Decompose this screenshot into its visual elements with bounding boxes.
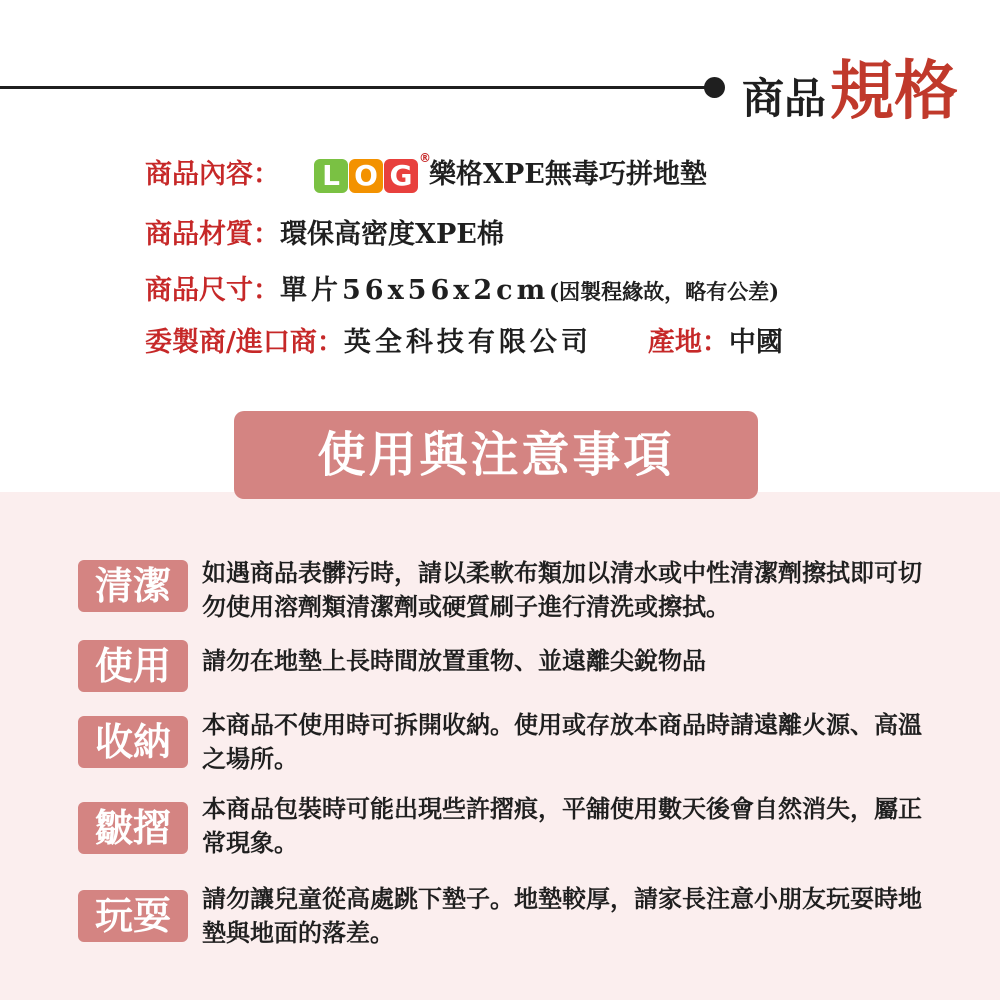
section-title-part1: 商品: [742, 74, 827, 123]
usage-text: 請勿在地墊上長時間放置重物、並遠離尖銳物品: [202, 646, 706, 675]
usage-text: 本商品包裝時可能出現些許摺痕，平舖使用數天後會自然消失，屬正常現象。: [202, 794, 922, 857]
usage-tag: 收納: [78, 716, 188, 768]
usage-tag: 玩耍: [78, 890, 188, 942]
spec-row-size: [145, 268, 779, 307]
spec-value: 樂格XPE無毒巧拼地墊: [429, 159, 707, 190]
usage-tag: 皺摺: [78, 802, 188, 854]
usage-text: 如遇商品表髒污時，請以柔軟布類加以清水或中性清潔劑擦拭即可切勿使用溶劑類清潔劑或硬質刷子進行清洗或擦拭。: [202, 558, 922, 621]
spec-row-material: [145, 212, 504, 251]
origin-value: 中國: [728, 327, 783, 358]
section-title: [742, 40, 958, 132]
usage-text: 本商品不使用時可拆開收納。使用或存放本商品時請遠離火源、高溫之場所。: [202, 710, 922, 773]
logo-letter-o: O: [349, 159, 383, 193]
spec-value: 英全科技有限公司: [343, 327, 592, 358]
spec-row-maker: [145, 320, 783, 359]
spec-value: 環保高密度XPE棉: [280, 219, 504, 250]
spec-row-content: [145, 152, 707, 193]
usage-text: 請勿讓兒童從高處跳下墊子。地墊較厚，請家長注意小朋友玩耍時地墊與地面的落差。: [202, 884, 922, 947]
origin-label: 產地：: [647, 327, 729, 358]
header-rule: [0, 86, 712, 89]
logo-letter-g: G: [384, 159, 418, 193]
section-title-part2: 規格: [830, 54, 959, 129]
spec-label: 商品內容：: [145, 159, 280, 190]
usage-banner: 使用與注意事項: [234, 411, 758, 499]
spec-label: 商品尺寸：: [145, 275, 280, 306]
registered-mark: ®: [419, 150, 431, 165]
header-dot: [704, 77, 725, 98]
spec-label: 委製商/進口商：: [145, 327, 344, 358]
log-logo: [314, 150, 431, 193]
usage-tag: 使用: [78, 640, 188, 692]
logo-letter-l: L: [314, 159, 348, 193]
usage-tag: 清潔: [78, 560, 188, 612]
spec-value: 單片56x56x2cm: [280, 275, 550, 306]
spec-note: (因製程緣故，略有公差): [549, 279, 780, 304]
spec-label: 商品材質：: [145, 219, 280, 250]
